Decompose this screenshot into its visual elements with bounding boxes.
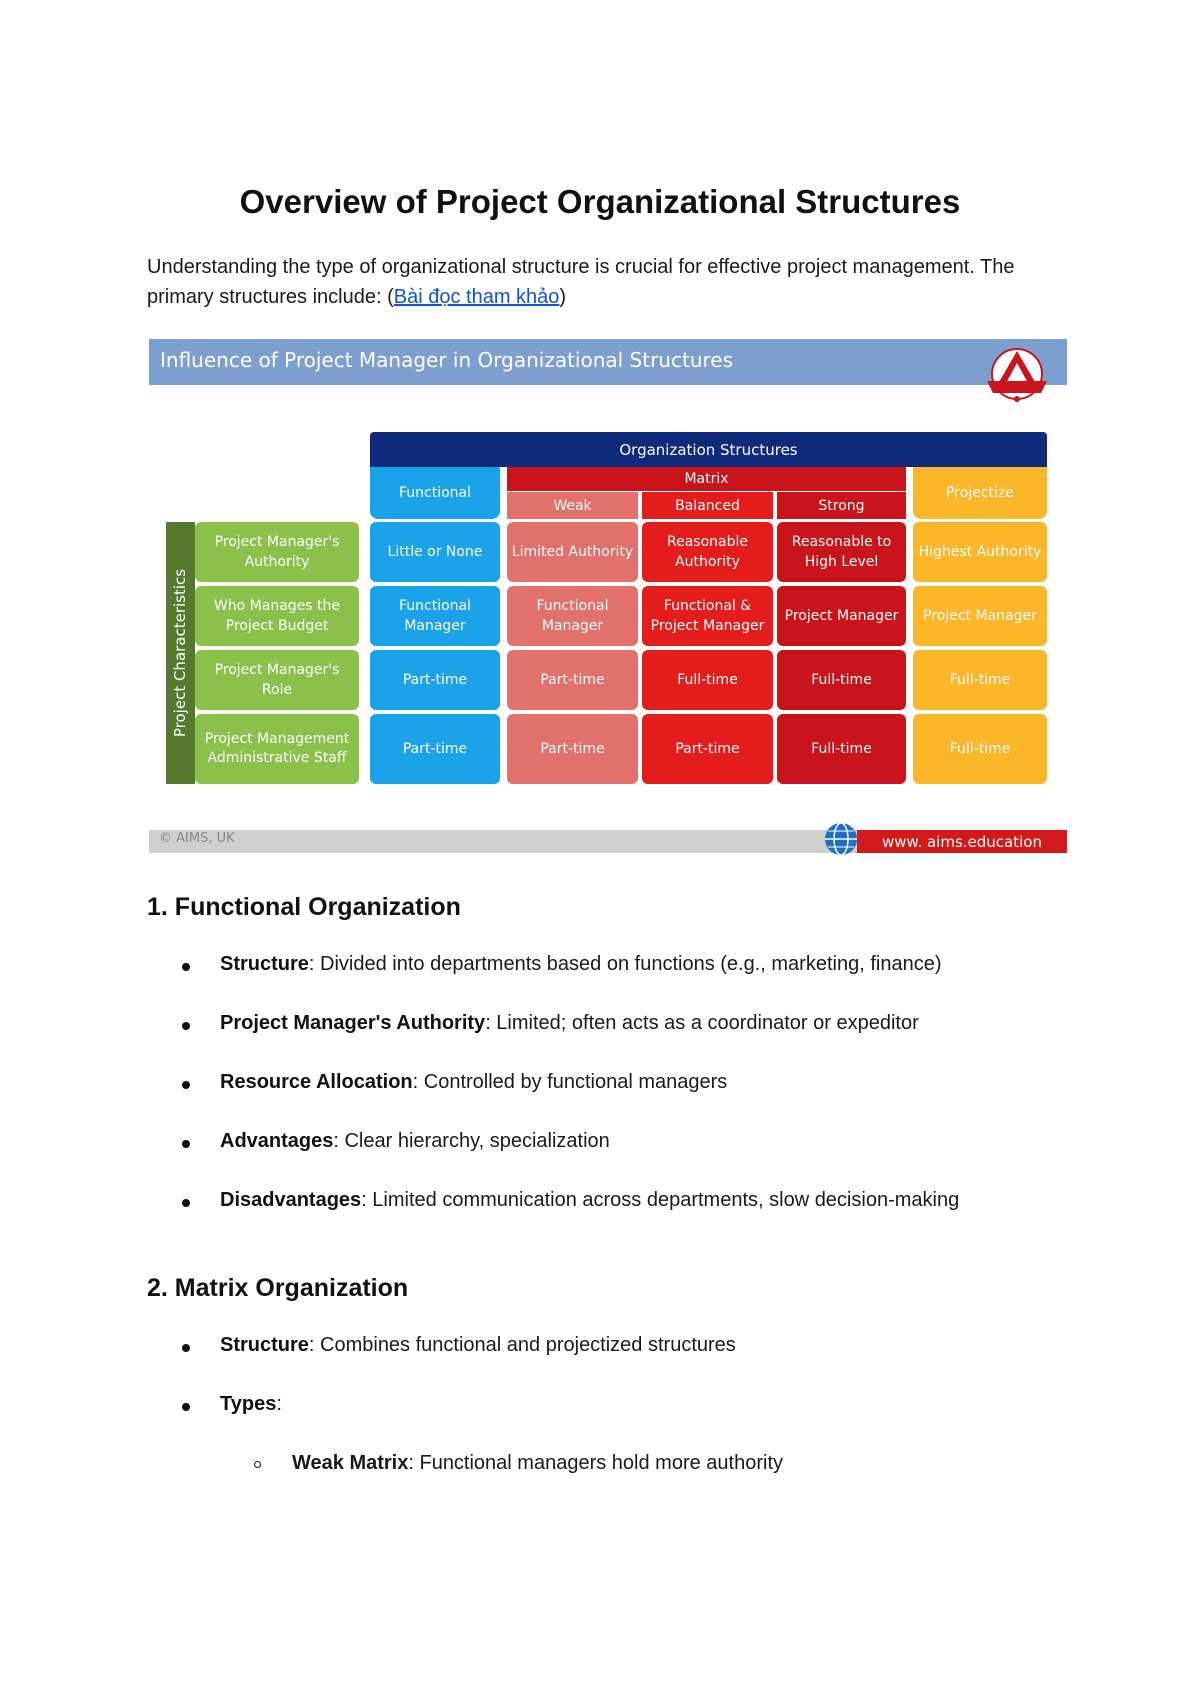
item-text: : Divided into departments based on functions (e.g., marketing, finance) xyxy=(308,953,942,975)
hollow-bullet-icon xyxy=(254,1461,261,1468)
col-header-matrix: Matrix xyxy=(507,467,906,491)
cell-staff-strong: Full-time xyxy=(777,714,906,784)
cell-authority-weak: Limited Authority xyxy=(507,522,638,582)
bullet-icon xyxy=(182,1199,190,1207)
figure-copyright: © AIMS, UK xyxy=(159,831,235,846)
aims-logo-icon xyxy=(981,341,1053,403)
cell-role-strong: Full-time xyxy=(777,650,906,710)
org-structures-figure xyxy=(149,339,1067,857)
item-label: Disadvantages xyxy=(220,1189,362,1211)
item-label: Weak Matrix xyxy=(292,1452,409,1474)
globe-icon xyxy=(823,821,859,857)
item-text: : Clear hierarchy, specialization xyxy=(333,1130,610,1152)
item-text: : Combines functional and projectized structures xyxy=(308,1334,736,1356)
organization-structures-header: Organization Structures xyxy=(370,432,1047,467)
cell-budget-weak: Functional Manager xyxy=(507,586,638,646)
figure-url: www. aims.education xyxy=(857,830,1067,853)
item-label: Structure xyxy=(220,953,309,975)
cell-staff-projectize: Full-time xyxy=(913,714,1047,784)
item-label: Structure xyxy=(220,1334,309,1356)
cell-budget-projectize: Project Manager xyxy=(913,586,1047,646)
item-text: : Limited communication across departments, slow decision-making xyxy=(361,1189,960,1211)
col-header-functional: Functional xyxy=(370,467,500,519)
row-label-budget: Who Manages the Project Budget xyxy=(195,586,359,646)
cell-authority-projectize: Highest Authority xyxy=(913,522,1047,582)
item-text: : xyxy=(276,1393,282,1415)
intro-text: Understanding the type of organizational structure is crucial for effective project management. The primary structures include: ( xyxy=(147,256,1015,308)
section-heading-functional: 1. Functional Organization xyxy=(147,893,461,921)
cell-staff-functional: Part-time xyxy=(370,714,500,784)
figure-title: Influence of Project Manager in Organizational Structures xyxy=(160,348,734,372)
cell-authority-functional: Little or None xyxy=(370,522,500,582)
cell-role-weak: Part-time xyxy=(507,650,638,710)
cell-budget-strong: Project Manager xyxy=(777,586,906,646)
item-label: Resource Allocation xyxy=(220,1071,413,1093)
col-header-projectize: Projectize xyxy=(913,467,1047,519)
item-label: Project Manager's Authority xyxy=(220,1012,486,1034)
page-title: Overview of Project Organizational Structures xyxy=(239,183,961,220)
cell-staff-weak: Part-time xyxy=(507,714,638,784)
bullet-icon xyxy=(182,1403,190,1411)
row-label-role: Project Manager's Role xyxy=(195,650,359,710)
cell-role-balanced: Full-time xyxy=(642,650,773,710)
project-characteristics-label: Project Characteristics xyxy=(171,568,190,738)
reference-link[interactable]: Bài đọc tham khảo xyxy=(393,286,560,308)
cell-authority-strong: Reasonable to High Level xyxy=(777,522,906,582)
section-heading-matrix: 2. Matrix Organization xyxy=(147,1274,409,1302)
cell-role-functional: Part-time xyxy=(370,650,500,710)
item-text: : Controlled by functional managers xyxy=(412,1071,728,1093)
cell-budget-balanced: Functional & Project Manager xyxy=(642,586,773,646)
item-text: : Limited; often acts as a coordinator or expeditor xyxy=(485,1012,919,1034)
bullet-icon xyxy=(182,963,190,971)
col-header-weak: Weak xyxy=(507,492,638,519)
bullet-icon xyxy=(182,1344,190,1352)
cell-staff-balanced: Part-time xyxy=(642,714,773,784)
col-header-strong: Strong xyxy=(777,492,906,519)
intro-paragraph xyxy=(147,252,1067,312)
col-header-balanced: Balanced xyxy=(642,492,773,519)
row-label-authority: Project Manager's Authority xyxy=(195,522,359,582)
item-label: Types xyxy=(220,1393,277,1415)
cell-role-projectize: Full-time xyxy=(913,650,1047,710)
intro-close: ) xyxy=(559,286,567,308)
bullet-icon xyxy=(182,1140,190,1148)
row-label-admin-staff: Project Management Administrative Staff xyxy=(195,714,359,784)
item-text: : Functional managers hold more authority xyxy=(408,1452,783,1474)
bullet-icon xyxy=(182,1022,190,1030)
bullet-icon xyxy=(182,1081,190,1089)
cell-budget-functional: Functional Manager xyxy=(370,586,500,646)
cell-authority-balanced: Reasonable Authority xyxy=(642,522,773,582)
item-label: Advantages xyxy=(220,1130,334,1152)
